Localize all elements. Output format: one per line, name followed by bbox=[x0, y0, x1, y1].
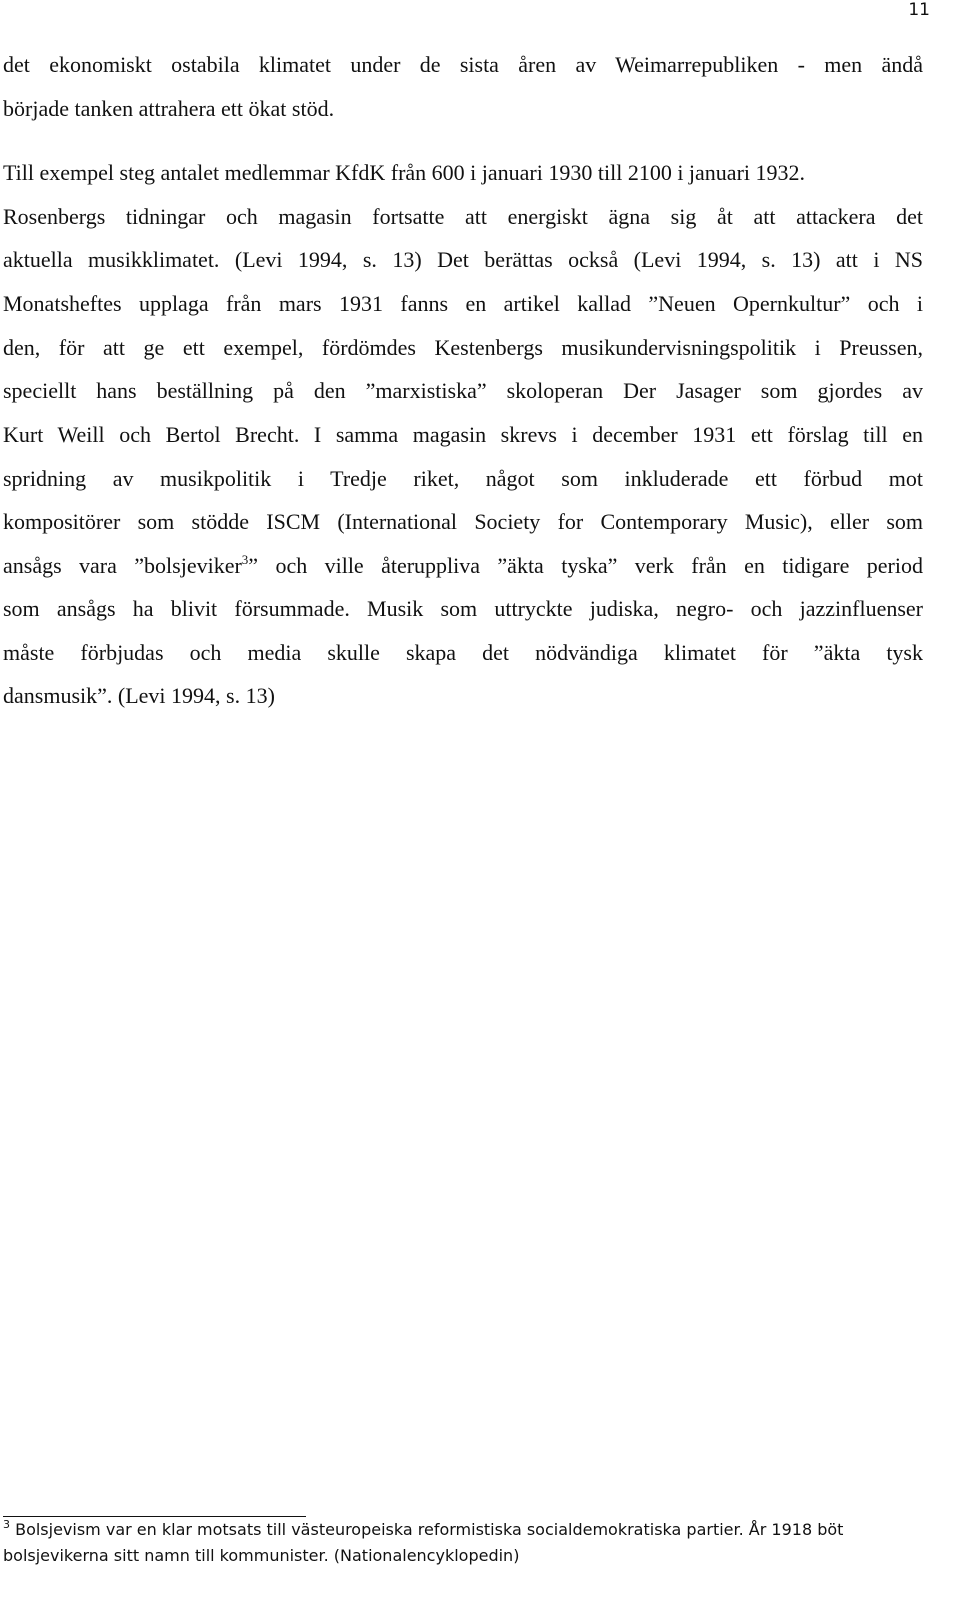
paragraph-2-line-12: måste förbjudas och media skulle skapa det nödvändiga klimatet för ”äkta tysk bbox=[3, 640, 923, 665]
footnote-divider bbox=[3, 1516, 306, 1517]
footnote-line-2: bolsjevikerna sitt namn till kommunister. (Nationalencyklopedin) bbox=[3, 1546, 520, 1565]
paragraph-2-line-1: Till exempel steg antalet medlemmar KfdK från 600 i januari 1930 till 2100 i januari 1932. bbox=[3, 160, 806, 185]
paragraph-2-line-11: som ansågs ha blivit försummade. Musik som uttryckte judiska, negro- och jazzinfluenser bbox=[3, 596, 923, 621]
footnote-text-1: Bolsjevism var en klar motsats till västeuropeiska reformistiska socialdemokratiska partier. År 1918 böt bbox=[10, 1520, 844, 1539]
paragraph-1-line-2: började tanken attrahera ett ökat stöd. bbox=[3, 96, 335, 121]
paragraph-2-line-10 bbox=[3, 553, 923, 579]
footnote-number: 3 bbox=[3, 1518, 10, 1531]
line-10-text-before: ansågs vara ”bolsjeviker bbox=[3, 553, 242, 578]
paragraph-2-line-7: Kurt Weill och Bertol Brecht. I samma magasin skrevs i december 1931 ett förslag till en bbox=[3, 422, 923, 447]
paragraph-2-line-9: kompositörer som stödde ISCM (International Society for Contemporary Music), eller som bbox=[3, 509, 923, 534]
footnote-line-1 bbox=[3, 1520, 928, 1540]
paragraph-2-line-8: spridning av musikpolitik i Tredje riket, något som inkluderade ett förbud mot bbox=[3, 466, 923, 491]
paragraph-2-line-6: speciellt hans beställning på den ”marxistiska” skoloperan Der Jasager som gjordes av bbox=[3, 378, 923, 403]
paragraph-2-line-2: Rosenbergs tidningar och magasin fortsatte att energiskt ägna sig åt att attackera det bbox=[3, 204, 923, 229]
paragraph-2-line-5: den, för att ge ett exempel, fördömdes Kestenbergs musikundervisningspolitik i Preussen, bbox=[3, 335, 923, 360]
paragraph-1-line-1: det ekonomiskt ostabila klimatet under de sista åren av Weimarrepubliken - men ändå bbox=[3, 52, 923, 77]
line-10-text-after: ” och ville återuppliva ”äkta tyska” verk från en tidigare period bbox=[248, 553, 923, 578]
paragraph-2-line-4: Monatsheftes upplaga från mars 1931 fanns en artikel kallad ”Neuen Opernkultur” och i bbox=[3, 291, 923, 316]
page-number: 11 bbox=[908, 0, 930, 20]
paragraph-2-line-13: dansmusik”. (Levi 1994, s. 13) bbox=[3, 683, 275, 708]
paragraph-2-line-3: aktuella musikklimatet. (Levi 1994, s. 13) Det berättas också (Levi 1994, s. 13) att i NS bbox=[3, 247, 923, 272]
footnote-reference: 3 bbox=[241, 552, 249, 567]
